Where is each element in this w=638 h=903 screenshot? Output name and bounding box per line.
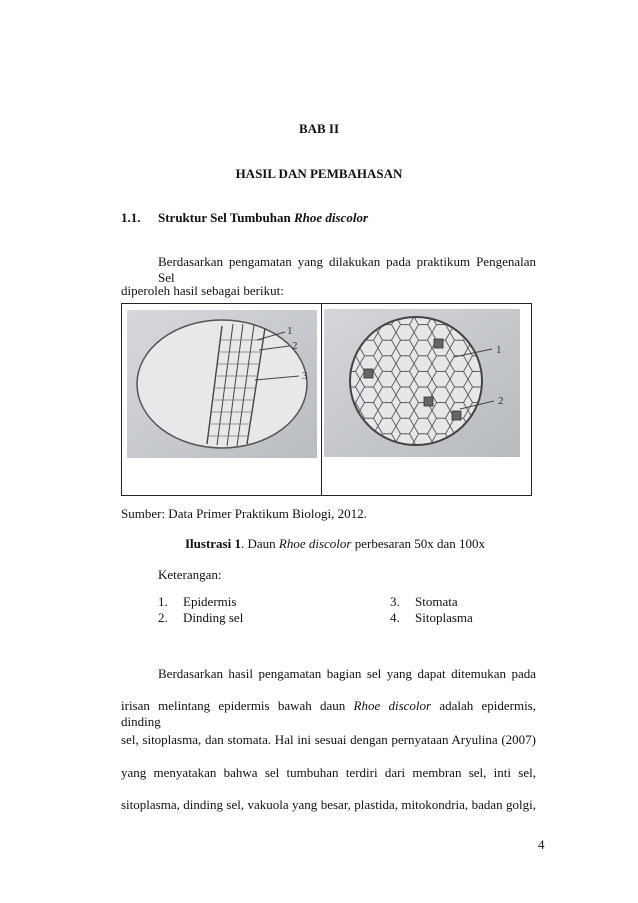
left-label-1: 1 bbox=[287, 325, 293, 337]
right-label-2: 2 bbox=[498, 395, 504, 407]
page-number: 4 bbox=[538, 837, 545, 852]
caption-label: Ilustrasi 1 bbox=[185, 536, 241, 551]
legend-item-1 bbox=[158, 594, 237, 610]
discussion-line-4: yang menyatakan bahwa sel tumbuhan terdiri dari membran sel, inti sel, bbox=[121, 765, 536, 780]
discussion-line-2 bbox=[121, 698, 536, 730]
legend-label: Epidermis bbox=[183, 594, 237, 609]
left-micrograph bbox=[127, 310, 317, 458]
legend-label: Dinding sel bbox=[183, 610, 244, 625]
left-label-2: 2 bbox=[292, 340, 298, 352]
legend-item-3 bbox=[390, 594, 458, 610]
left-label-3: 3 bbox=[302, 370, 308, 382]
chapter-title: HASIL DAN PEMBAHASAN bbox=[235, 166, 403, 181]
section-title-text: Struktur Sel Tumbuhan bbox=[158, 210, 294, 225]
caption-text-2: perbesaran 50x dan 100x bbox=[351, 536, 486, 551]
legend-title: Keterangan: bbox=[158, 567, 222, 582]
legend-label: Stomata bbox=[415, 594, 458, 609]
legend-number: 4. bbox=[390, 610, 400, 625]
discussion-species: Rhoe discolor bbox=[353, 698, 432, 713]
intro-line-2: diperoleh hasil sebagai berikut: bbox=[121, 283, 284, 298]
legend-label: Sitoplasma bbox=[415, 610, 473, 625]
caption-species: Rhoe discolor bbox=[278, 536, 352, 551]
right-label-1: 1 bbox=[496, 344, 502, 356]
section-title-species: Rhoe discolor bbox=[293, 210, 369, 225]
intro-line-1: Berdasarkan pengamatan yang dilakukan pada praktikum Pengenalan Sel bbox=[158, 254, 536, 285]
legend-item-4 bbox=[390, 610, 473, 626]
right-micrograph bbox=[324, 309, 520, 457]
section-number: 1.1. bbox=[121, 210, 141, 225]
discussion-line-5: sitoplasma, dinding sel, vakuola yang besar, plastida, mitokondria, badan golgi, bbox=[121, 797, 536, 812]
legend-number: 2. bbox=[158, 610, 168, 625]
legend-number: 3. bbox=[390, 594, 400, 609]
section-title bbox=[158, 210, 368, 226]
discussion-line-3: sel, sitoplasma, dan stomata. Hal ini sesuai dengan pernyataan Aryulina (2007) bbox=[121, 732, 536, 747]
chapter-number: BAB II bbox=[298, 121, 340, 136]
legend-number: 1. bbox=[158, 594, 168, 609]
figure-divider bbox=[321, 304, 322, 495]
figure-source: Sumber: Data Primer Praktikum Biologi, 2012. bbox=[121, 506, 367, 521]
figure-frame bbox=[121, 303, 532, 496]
figure-caption bbox=[185, 536, 485, 552]
legend-item-2 bbox=[158, 610, 244, 626]
discussion-line-1: Berdasarkan hasil pengamatan bagian sel yang dapat ditemukan pada bbox=[158, 666, 536, 681]
discussion-text: adalah epidermis, dinding bbox=[121, 698, 536, 729]
caption-text-1: . Daun bbox=[240, 536, 279, 551]
discussion-text: irisan melintang epidermis bawah daun bbox=[121, 698, 354, 713]
